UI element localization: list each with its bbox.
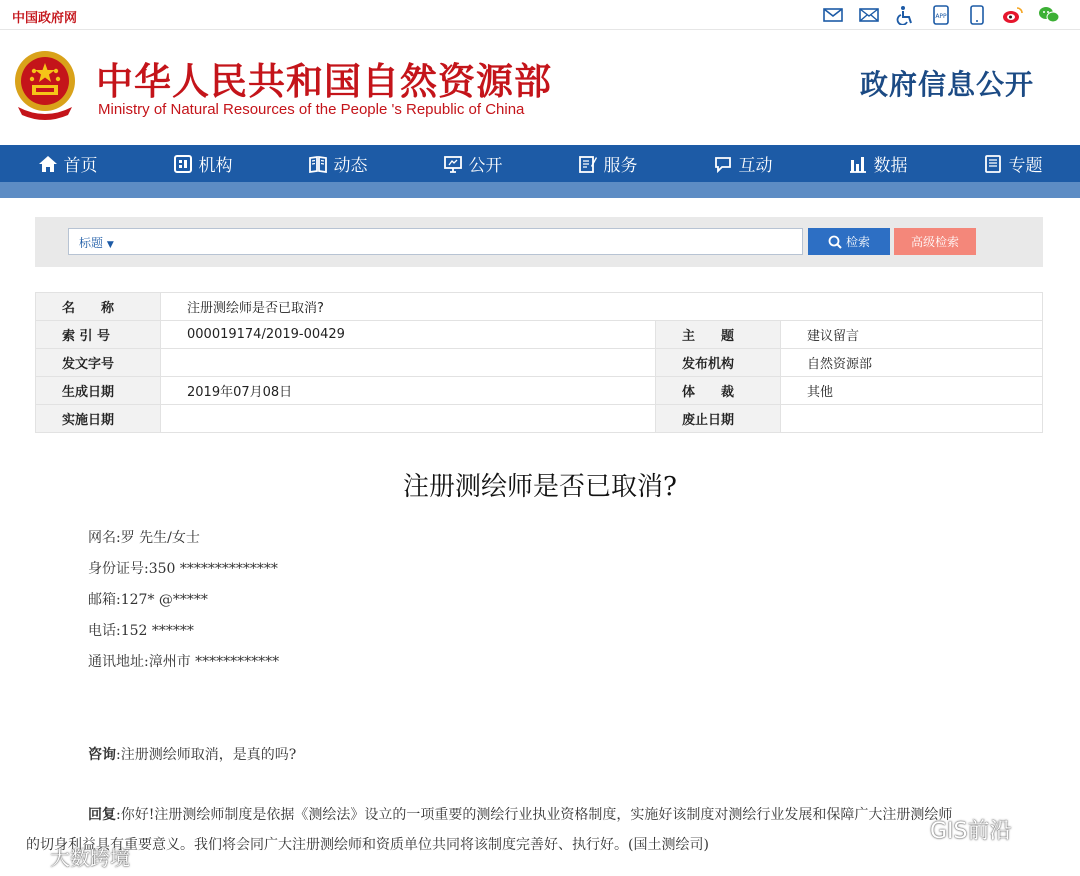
genre-label: 体 裁 [656, 377, 781, 405]
wechat-icon [900, 819, 926, 841]
table-row [36, 349, 1043, 377]
nav-item-label: 数据 [873, 156, 908, 176]
chart-icon [848, 154, 868, 174]
nav-item-label: 服务 [603, 156, 638, 176]
nav-item-service[interactable] [540, 145, 675, 182]
genre-value: 其他 [781, 377, 1043, 405]
table-row [36, 405, 1043, 433]
nav-item-label: 公开 [468, 156, 503, 176]
nav-item-home[interactable] [0, 145, 135, 182]
inquiry-text: :注册测绘师取消，是真的吗? [116, 747, 297, 763]
search-box [68, 228, 803, 255]
publisher-label: 发布机构 [656, 349, 781, 377]
brand-logo-icon [6, 846, 46, 868]
sender-address: 通讯地址:漳州市 ************ [88, 654, 280, 670]
weibo-icon[interactable] [1002, 4, 1024, 26]
ministry-title-en: Ministry of Natural Resources of the People 's Republic of China [98, 101, 525, 118]
nav-item-label: 首页 [63, 156, 98, 176]
nav-item-label: 机构 [198, 156, 233, 176]
document-info-table [35, 292, 1043, 433]
name-value: 注册测绘师是否已取消? [161, 293, 1043, 321]
edit-icon [578, 154, 598, 174]
svg-text:APP: APP [935, 13, 947, 20]
nav-item-data[interactable] [810, 145, 945, 182]
mail-open-icon[interactable] [858, 4, 880, 26]
accessibility-icon[interactable] [894, 4, 916, 26]
reply-label: 回复 [88, 807, 116, 823]
index-value: 000019174/2019-00429 [161, 321, 656, 349]
search-button[interactable] [808, 228, 890, 255]
doc-number-label: 发文字号 [36, 349, 161, 377]
effective-date-value [161, 405, 656, 433]
table-row [36, 321, 1043, 349]
nav-item-label: 互动 [738, 156, 773, 176]
sender-phone: 电话:152 ****** [88, 623, 194, 639]
gov-portal-link[interactable]: 中国政府网 [12, 11, 78, 26]
publisher-value: 自然资源部 [781, 349, 1043, 377]
effective-date-label: 实施日期 [36, 405, 161, 433]
wechat-icon[interactable] [1038, 4, 1060, 26]
table-row [36, 377, 1043, 405]
inquiry-label: 咨询 [88, 747, 116, 763]
nav-item-interact[interactable] [675, 145, 810, 182]
gov-info-disclosure-title[interactable]: 政府信息公开 [860, 68, 1035, 101]
home-icon [38, 154, 58, 174]
watermark-brand: 大数跨境 [6, 842, 130, 871]
search-panel [35, 217, 1043, 267]
watermark-gis: GIS前沿 [900, 814, 1012, 845]
mail-icon[interactable] [822, 4, 844, 26]
org-icon [173, 154, 193, 174]
nav-item-topics[interactable] [945, 145, 1080, 182]
magnifier-icon [828, 235, 842, 249]
nav-item-label: 专题 [1008, 156, 1043, 176]
expire-date-label: 废止日期 [656, 405, 781, 433]
nav-item-label: 动态 [333, 156, 368, 176]
top-bar [0, 0, 1080, 30]
mobile-icon[interactable] [966, 4, 988, 26]
reply-text-line-1: :你好!注册测绘师制度是依据《测绘法》设立的一项重要的测绘行业执业资格制度，实施好该制度对测绘行业发展和保障广大注册测绘师 [116, 807, 953, 823]
index-label: 索 引 号 [36, 321, 161, 349]
nav-item-public[interactable] [405, 145, 540, 182]
topic-label: 主 题 [656, 321, 781, 349]
topic-value: 建议留言 [781, 321, 1043, 349]
book-icon [308, 154, 328, 174]
table-row [36, 293, 1043, 321]
main-nav [0, 145, 1080, 190]
date-label: 生成日期 [36, 377, 161, 405]
advanced-search-button[interactable]: 高级检索 [894, 228, 976, 255]
article-title: 注册测绘师是否已取消? [403, 472, 677, 502]
expire-date-value [781, 405, 1043, 433]
app-icon[interactable] [930, 4, 952, 26]
date-value: 2019年07月08日 [161, 377, 656, 405]
name-label: 名 称 [36, 293, 161, 321]
reply-text-line-2: 的切身利益具有重要意义。我们将会同广大注册测绘师和资质单位共同将该制度完善好、执行好。(国土测绘司) [26, 837, 709, 853]
inquiry-paragraph [88, 744, 296, 764]
sender-email: 邮箱:127* @***** [88, 592, 208, 608]
sender-name: 网名:罗 先生/女士 [88, 530, 200, 546]
caret-down-icon: ▼ [106, 240, 114, 250]
national-emblem-logo[interactable] [12, 47, 78, 121]
search-button-label: 检索 [845, 235, 870, 249]
monitor-icon [443, 154, 463, 174]
sender-id-number: 身份证号:350 ************** [88, 561, 278, 577]
nav-item-news[interactable] [270, 145, 405, 182]
nav-item-org[interactable] [135, 145, 270, 182]
top-icon-group [822, 4, 1060, 26]
search-input[interactable] [129, 230, 799, 253]
site-header [0, 31, 1080, 145]
search-field-select[interactable]: 标题 ▼ [79, 236, 114, 250]
ministry-title-cn: 中华人民共和国自然资源部 [96, 60, 552, 103]
doc-number-value [161, 349, 656, 377]
chat-icon [713, 154, 733, 174]
doc-icon [983, 154, 1003, 174]
